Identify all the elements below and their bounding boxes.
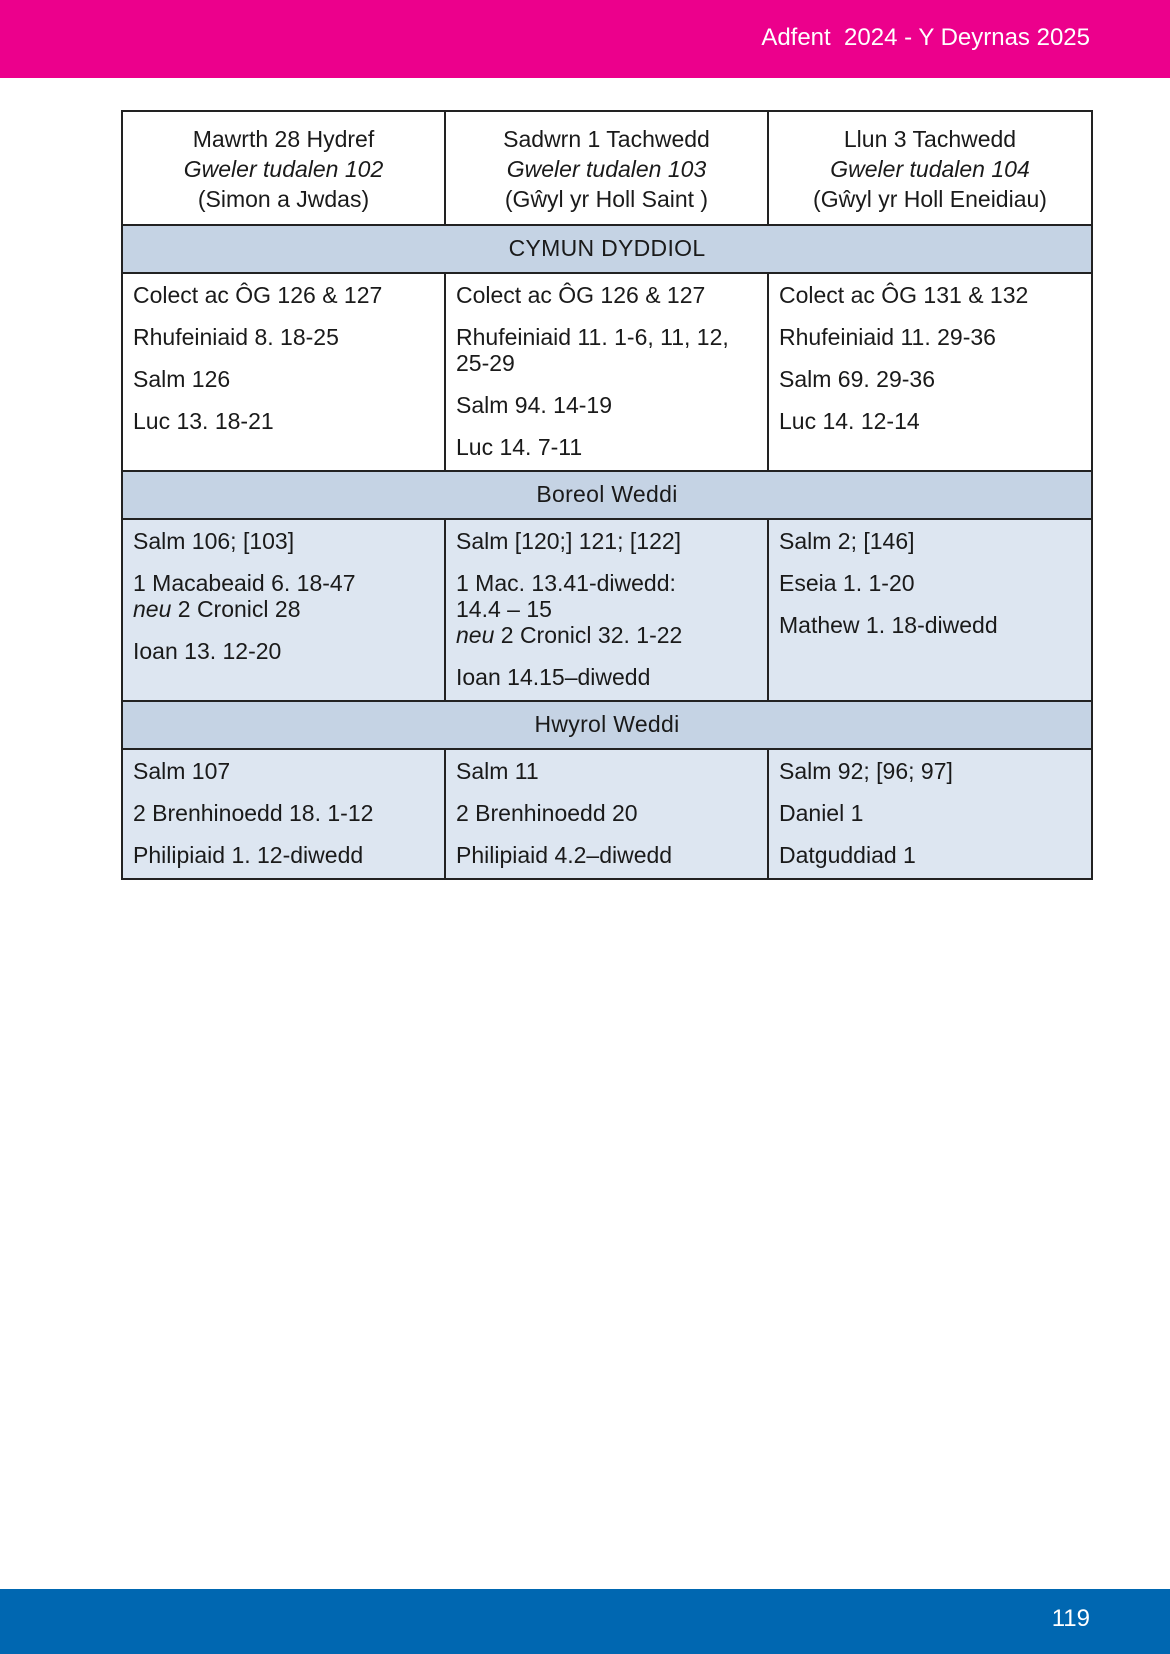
epistle-reading: Rhufeiniaid 11. 1-6, 11, 12, 25-29 xyxy=(456,324,729,376)
section-heading-row xyxy=(122,471,1092,519)
day-column-header xyxy=(768,111,1092,225)
page-reference: Gweler tudalen 103 xyxy=(506,156,707,182)
nt-reading: Ioan 13. 12-20 xyxy=(133,638,282,664)
footer-band xyxy=(0,1589,1170,1654)
psalm-reading: Salm 107 xyxy=(133,758,231,784)
psalm-reading: Salm 2; [146] xyxy=(779,528,915,554)
nt-reading: Mathew 1. 18-diwedd xyxy=(779,612,998,638)
ot-alt-ref: 2 Cronicl 32. 1-22 xyxy=(500,622,683,648)
readings-cell xyxy=(122,749,445,879)
psalm-reading: Salm 69. 29-36 xyxy=(779,366,935,392)
section-heading-row xyxy=(122,225,1092,273)
readings-cell xyxy=(445,273,768,471)
epistle-reading: Rhufeiniaid 8. 18-25 xyxy=(133,324,339,350)
gospel-reading: Luc 14. 12-14 xyxy=(779,408,920,434)
readings-cell xyxy=(122,273,445,471)
readings-cell xyxy=(768,749,1092,879)
page-reference: Gweler tudalen 102 xyxy=(183,156,384,182)
ot-reading xyxy=(133,570,434,622)
readings-cell xyxy=(768,273,1092,471)
ot-reading: Eseia 1. 1-20 xyxy=(779,570,915,596)
ot-main: 1 Mac. 13.41-diwedd: xyxy=(456,570,676,596)
nt-reading: Ioan 14.15–diwedd xyxy=(456,664,651,690)
collect-reading: Colect ac ÔG 126 & 127 xyxy=(456,282,706,308)
nt-reading: Datguddiad 1 xyxy=(779,842,916,868)
day-header-row xyxy=(122,111,1092,225)
ot-reading: 2 Brenhinoedd 18. 1-12 xyxy=(133,800,374,826)
neu-word: neu xyxy=(456,622,495,648)
psalm-reading: Salm [120;] 121; [122] xyxy=(456,528,682,554)
psalm-reading: Salm 94. 14-19 xyxy=(456,392,612,418)
readings-row xyxy=(122,273,1092,471)
nt-reading: Philipiaid 1. 12-diwedd xyxy=(133,842,364,868)
day-name: Sadwrn 1 Tachwedd xyxy=(503,126,710,152)
section-title-boreol: Boreol Weddi xyxy=(122,471,1092,519)
ot-reading xyxy=(456,570,757,648)
ot-reading: 2 Brenhinoedd 20 xyxy=(456,800,638,826)
psalm-reading: Salm 126 xyxy=(133,366,231,392)
section-title-hwyrol: Hwyrol Weddi xyxy=(122,701,1092,749)
feast-name: (Gŵyl yr Holl Eneidiau) xyxy=(813,186,1047,212)
psalm-reading: Salm 92; [96; 97] xyxy=(779,758,953,784)
section-title-cymun: CYMUN DYDDIOL xyxy=(122,225,1092,273)
feast-name: (Simon a Jwdas) xyxy=(197,186,370,212)
psalm-reading: Salm 11 xyxy=(456,758,539,784)
running-header-title: Adfent 2024 - Y Deyrnas 2025 xyxy=(761,24,1090,51)
collect-reading: Colect ac ÔG 131 & 132 xyxy=(779,282,1029,308)
feast-name: (Gŵyl yr Holl Saint ) xyxy=(504,186,709,212)
ot-alternative xyxy=(133,596,434,622)
epistle-reading: Rhufeiniaid 11. 29-36 xyxy=(779,324,996,350)
day-name: Llun 3 Tachwedd xyxy=(843,126,1017,152)
ot-main-cont: 14.4 – 15 xyxy=(456,596,552,622)
nt-reading: Philipiaid 4.2–diwedd xyxy=(456,842,673,868)
day-name: Mawrth 28 Hydref xyxy=(192,126,375,152)
neu-word: neu xyxy=(133,596,172,622)
readings-cell xyxy=(122,519,445,701)
lectionary-table xyxy=(121,110,1093,880)
ot-alternative xyxy=(456,622,757,648)
header-band xyxy=(0,0,1170,78)
gospel-reading: Luc 14. 7-11 xyxy=(456,434,583,460)
page-number: 119 xyxy=(1051,1605,1090,1632)
readings-cell xyxy=(768,519,1092,701)
day-column-header xyxy=(122,111,445,225)
day-column-header xyxy=(445,111,768,225)
readings-cell xyxy=(445,519,768,701)
gospel-reading: Luc 13. 18-21 xyxy=(133,408,274,434)
section-heading-row xyxy=(122,701,1092,749)
readings-cell xyxy=(445,749,768,879)
ot-alt-ref: 2 Cronicl 28 xyxy=(177,596,301,622)
readings-row xyxy=(122,519,1092,701)
page-reference: Gweler tudalen 104 xyxy=(830,156,1030,182)
collect-reading: Colect ac ÔG 126 & 127 xyxy=(133,282,383,308)
ot-main: 1 Macabeaid 6. 18-47 xyxy=(133,570,356,596)
psalm-reading: Salm 106; [103] xyxy=(133,528,295,554)
readings-row xyxy=(122,749,1092,879)
ot-reading: Daniel 1 xyxy=(779,800,864,826)
